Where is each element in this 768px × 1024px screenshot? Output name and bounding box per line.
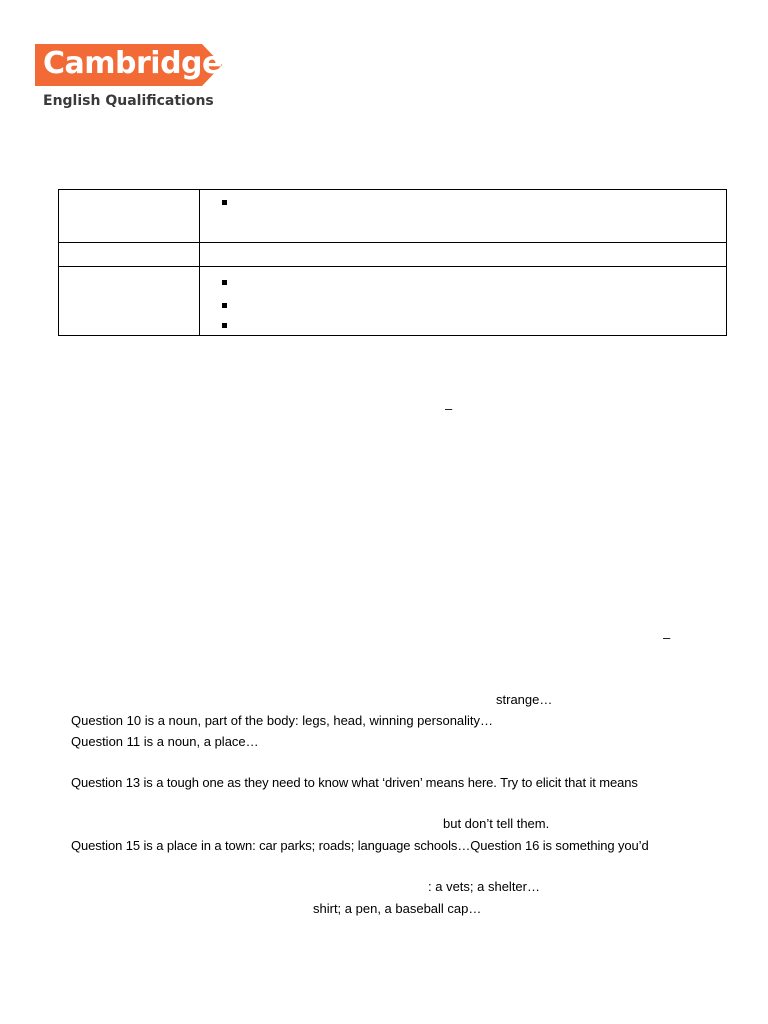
dash-mark: – (445, 401, 453, 416)
table-cell (59, 267, 200, 336)
table-row (59, 243, 727, 267)
info-table (58, 189, 727, 336)
note-line: Question 10 is a noun, part of the body: legs, head, winning personality… (71, 713, 494, 728)
table-cell (200, 243, 727, 267)
note-line: Question 11 is a noun, a place… (71, 734, 259, 749)
note-line: but don’t tell them. (443, 816, 550, 831)
table-cell (59, 243, 200, 267)
dash-mark: – (663, 630, 671, 645)
bullet-marker (222, 303, 227, 308)
logo-subtitle: English Qualifications (43, 93, 214, 109)
logo-brand-name: Cambridge (43, 46, 222, 81)
note-line: Question 15 is a place in a town: car parks; roads; language schools…Question 16 is something you’d (71, 838, 649, 853)
bullet-marker (222, 323, 227, 328)
bullet-marker (222, 200, 227, 205)
bullet-marker (222, 280, 227, 285)
table-cell (200, 267, 727, 336)
table-row (59, 190, 727, 243)
note-line: shirt; a pen, a baseball cap… (313, 901, 482, 916)
note-line: : a vets; a shelter… (428, 879, 540, 894)
note-line: Question 13 is a tough one as they need to know what ‘driven’ means here. Try to elicit that it means (71, 775, 638, 790)
cambridge-logo (35, 44, 225, 114)
table-cell (200, 190, 727, 243)
table-row (59, 267, 727, 336)
table-cell (59, 190, 200, 243)
note-line: strange… (496, 692, 553, 707)
